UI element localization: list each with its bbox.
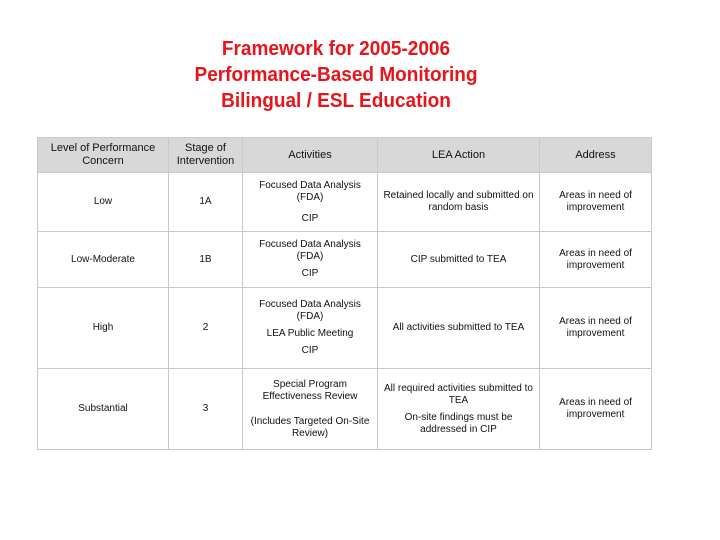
header-stage: Stage of Intervention	[169, 138, 243, 173]
level-cell: Low	[38, 173, 169, 232]
title-line-3: Bilingual / ESL Education	[221, 90, 451, 112]
address-cell: Areas in need of improvement	[540, 232, 652, 288]
activities-cell	[243, 232, 378, 288]
level-cell: Low-Moderate	[38, 232, 169, 288]
activities-cell	[243, 369, 378, 450]
level-cell: Substantial	[38, 369, 169, 450]
stage-cell: 2	[169, 288, 243, 369]
address-cell: Areas in need of improvement	[540, 288, 652, 369]
header-level: Level of Performance Concern	[38, 138, 169, 173]
title-line-2: Performance-Based Monitoring	[194, 64, 478, 86]
header-address: Address	[540, 138, 652, 173]
lea-action-item: All required activities submitted to TEA	[384, 382, 533, 406]
activity-item: CIP	[301, 345, 319, 356]
table-row	[38, 232, 652, 288]
lea-action-cell	[378, 173, 540, 232]
lea-action-item: On-site findings must be addressed in CIP	[404, 411, 513, 435]
lea-action-cell	[378, 232, 540, 288]
stage-cell: 3	[169, 369, 243, 450]
activity-item: Special Program Effectiveness Review	[262, 378, 358, 402]
lea-action-item: CIP submitted to TEA	[410, 253, 507, 265]
lea-action-item: All activities submitted to TEA	[392, 322, 525, 333]
activities-cell	[243, 173, 378, 232]
address-cell: Areas in need of improvement	[540, 369, 652, 450]
lea-action-cell	[378, 369, 540, 450]
header-activities: Activities	[243, 138, 378, 173]
address-cell: Areas in need of improvement	[540, 173, 652, 232]
framework-table	[37, 137, 652, 450]
level-cell: High	[38, 288, 169, 369]
activity-item: Focused Data Analysis (FDA)	[259, 239, 361, 262]
activities-cell	[243, 288, 378, 369]
lea-action-cell	[378, 288, 540, 369]
activity-item: (Includes Targeted On-Site Review)	[250, 415, 370, 439]
table-header-row	[38, 138, 652, 173]
activity-item: Focused Data Analysis (FDA)	[259, 179, 361, 203]
stage-cell: 1A	[169, 173, 243, 232]
table-row	[38, 288, 652, 369]
activity-item: LEA Public Meeting	[266, 328, 354, 339]
lea-action-item: Retained locally and submitted on random basis	[383, 190, 534, 213]
stage-cell: 1B	[169, 232, 243, 288]
activity-item: CIP	[301, 212, 319, 224]
activity-item: Focused Data Analysis (FDA)	[259, 299, 361, 322]
activity-item: CIP	[301, 268, 319, 279]
title-line-1: Framework for 2005-2006	[221, 38, 451, 60]
table-row	[38, 173, 652, 232]
page-title	[0, 36, 672, 114]
header-lea-action: LEA Action	[378, 138, 540, 173]
table-row	[38, 369, 652, 450]
